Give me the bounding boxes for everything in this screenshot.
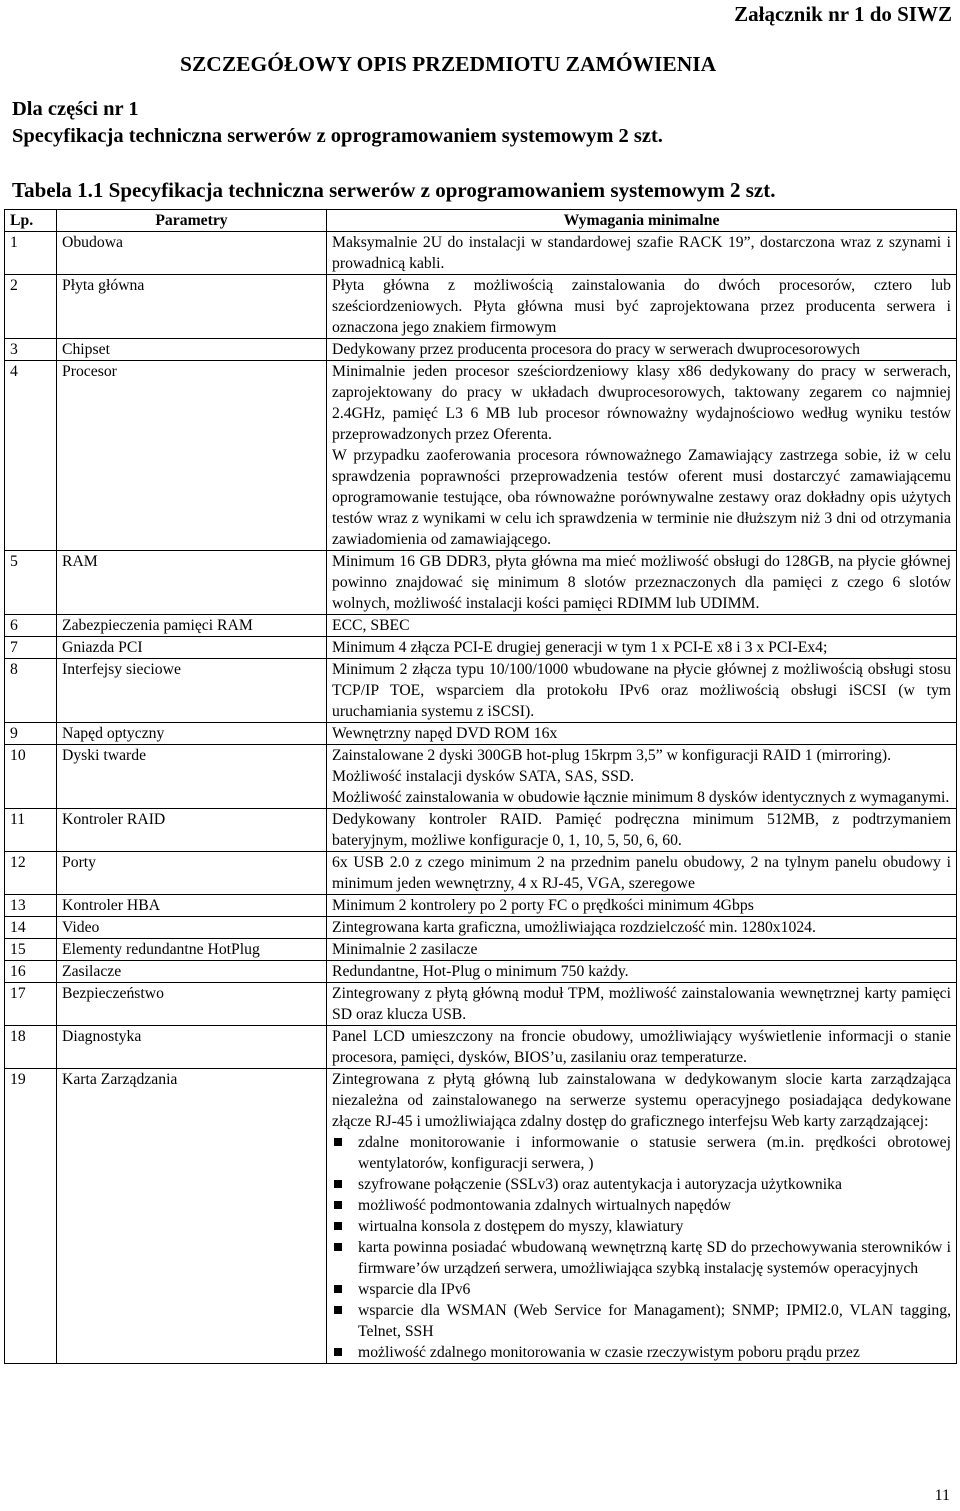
table-body: [5, 232, 957, 1364]
header-lp: Lp.: [5, 210, 57, 232]
table-row: [5, 723, 957, 745]
requirement-paragraph: Możliwość instalacji dysków SATA, SAS, SSD.: [332, 768, 635, 785]
row-parameter: Zasilacze: [57, 961, 327, 983]
row-parameter: Zabezpieczenia pamięci RAM: [57, 615, 327, 637]
table-row: [5, 917, 957, 939]
table-row: [5, 895, 957, 917]
row-number: 5: [5, 551, 57, 615]
row-number: 7: [5, 637, 57, 659]
header-requirements: Wymagania minimalne: [327, 210, 957, 232]
row-number: 1: [5, 232, 57, 275]
requirement-paragraph: Dedykowany przez producenta procesora do pracy w serwerach dwuprocesorowych: [332, 341, 860, 358]
row-number: 2: [5, 275, 57, 339]
table-row: [5, 275, 957, 339]
row-requirement: [327, 745, 957, 809]
table-row: [5, 339, 957, 361]
table-row: [5, 615, 957, 637]
row-parameter: Gniazda PCI: [57, 637, 327, 659]
specification-table: [4, 209, 957, 1364]
requirement-paragraph: Zainstalowane 2 dyski 300GB hot-plug 15krpm 3,5” w konfiguracji RAID 1 (mirroring).: [332, 747, 891, 764]
row-parameter: Karta Zarządzania: [57, 1069, 327, 1364]
table-row: [5, 1069, 957, 1364]
requirement-paragraph: Minimalnie 2 zasilacze: [332, 941, 478, 958]
table-row: [5, 659, 957, 723]
row-requirement: [327, 939, 957, 961]
row-number: 19: [5, 1069, 57, 1364]
row-parameter: Elementy redundantne HotPlug: [57, 939, 327, 961]
part-number: Dla części nr 1: [12, 98, 139, 120]
row-number: 12: [5, 852, 57, 895]
requirement-paragraph: Minimum 2 złącza typu 10/100/1000 wbudowane na płycie głównej z możliwością obsługi stosu TCP/IP TOE, wsparciem dla protokołu IPv6 oraz możliwością obsługi iSCSI (w tym uruchamiania systemu z iSCSI).: [332, 661, 951, 720]
row-parameter: RAM: [57, 551, 327, 615]
document-title: SZCZEGÓŁOWY OPIS PRZEDMIOTU ZAMÓWIENIA: [180, 52, 717, 76]
row-requirement: [327, 637, 957, 659]
requirement-paragraph: Zintegrowana z płytą główną lub zainstalowana w dedykowanym slocie karta zarządzająca niezależna od zainstalowanego na serwerze systemu operacyjnego posiadająca dedykowane złącze RJ-45 i umożliwiająca zdalny dostęp do graficznego interfejsu Web karty zarządzającej:: [332, 1071, 951, 1130]
row-requirement: [327, 361, 957, 551]
table-row: [5, 745, 957, 809]
table-caption: Tabela 1.1 Specyfikacja techniczna serwerów z oprogramowaniem systemowym 2 szt.: [12, 178, 776, 202]
row-number: 8: [5, 659, 57, 723]
table-row: [5, 551, 957, 615]
row-number: 13: [5, 895, 57, 917]
requirement-paragraph: Wewnętrzny napęd DVD ROM 16x: [332, 725, 558, 742]
row-requirement: [327, 917, 957, 939]
table-row: [5, 637, 957, 659]
requirement-paragraph: Minimum 2 kontrolery po 2 porty FC o prędkości minimum 4Gbps: [332, 897, 754, 914]
part-subtitle: Specyfikacja techniczna serwerów z oprogramowaniem systemowym 2 szt.: [12, 125, 663, 147]
row-number: 16: [5, 961, 57, 983]
requirement-paragraph: ECC, SBEC: [332, 617, 410, 634]
row-requirement: [327, 961, 957, 983]
row-parameter: Napęd optyczny: [57, 723, 327, 745]
row-requirement: [327, 551, 957, 615]
row-requirement: [327, 852, 957, 895]
requirement-paragraph: Płyta główna z możliwością zainstalowania do dwóch procesorów, cztero lub sześciordzeniowych. Płyta główna musi być zaprojektowana przez producenta serwera i oznaczona jego znakiem firmowym: [332, 277, 951, 336]
table-row: [5, 361, 957, 551]
feature-list-item: karta powinna posiadać wbudowaną wewnętrzną kartę SD do przechowywania sterowników i firmware’ów urządzeń serwera, umożliwiająca szybką instalację systemów operacyjnych: [358, 1239, 951, 1277]
row-number: 3: [5, 339, 57, 361]
row-parameter: Interfejsy sieciowe: [57, 659, 327, 723]
feature-list-item: wirtualna konsola z dostępem do myszy, klawiatury: [358, 1216, 951, 1237]
requirement-paragraph: Możliwość zainstalowania w obudowie łącznie minimum 8 dysków identycznych z wymaganymi.: [332, 789, 950, 806]
row-requirement: [327, 983, 957, 1026]
row-requirement: [327, 1026, 957, 1069]
requirement-paragraph: W przypadku zaoferowania procesora równoważnego Zamawiający zastrzega sobie, iż w celu sprawdzenia poprawności przeprowadzenia testów oferent musi dostarczyć zamawiającemu oprogramowanie testujące, oba równoważne porównywalne zestawy oraz dokładny opis użytych testów wraz z wynikami w celu ich sprawdzenia w terminie nie dłuższym niż 3 dni od otrzymania zawiadomienia od zamawiającego.: [332, 447, 951, 548]
row-number: 17: [5, 983, 57, 1026]
row-parameter: Kontroler RAID: [57, 809, 327, 852]
row-parameter: Video: [57, 917, 327, 939]
requirement-paragraph: Dedykowany kontroler RAID. Pamięć podręczna minimum 512MB, z podtrzymaniem bateryjnym, możliwe konfiguracje 0, 1, 10, 5, 50, 6, 60.: [332, 811, 951, 849]
row-parameter: Porty: [57, 852, 327, 895]
feature-list: [332, 1132, 951, 1363]
requirement-paragraph: Minimum 16 GB DDR3, płyta główna ma mieć możliwość obsługi do 128GB, na płycie głównej powinno znajdować się minimum 8 slotów przeznaczonych dla pamięci z czego 6 slotów wolnych, możliwość instalacji kości pamięci RDIMM lub UDIMM.: [332, 553, 951, 612]
requirement-paragraph: Redundantne, Hot-Plug o minimum 750 każdy.: [332, 963, 629, 980]
row-number: 11: [5, 809, 57, 852]
requirement-paragraph: Zintegrowany z płytą główną moduł TPM, możliwość zainstalowania wewnętrznej karty pamięci SD oraz klucza USB.: [332, 985, 951, 1023]
table-header-row: [5, 210, 957, 232]
feature-list-item: zdalne monitorowanie i informowanie o statusie serwera (m.in. prędkości obrotowej wentylatorów, konfiguracji serwera, ): [358, 1134, 951, 1172]
row-parameter: Chipset: [57, 339, 327, 361]
row-parameter: Procesor: [57, 361, 327, 551]
requirement-paragraph: Minimum 4 złącza PCI-E drugiej generacji w tym 1 x PCI-E x8 i 3 x PCI-Ex4;: [332, 639, 828, 656]
requirement-paragraph: Zintegrowana karta graficzna, umożliwiająca rozdzielczość min. 1280x1024.: [332, 919, 816, 936]
table-row: [5, 232, 957, 275]
row-parameter: Płyta główna: [57, 275, 327, 339]
table-row: [5, 852, 957, 895]
row-requirement: [327, 615, 957, 637]
row-number: 6: [5, 615, 57, 637]
row-parameter: Diagnostyka: [57, 1026, 327, 1069]
feature-list-item: możliwość podmontowania zdalnych wirtualnych napędów: [358, 1195, 951, 1216]
feature-list-item: wsparcie dla WSMAN (Web Service for Managament); SNMP; IPMI2.0, VLAN tagging, Telnet, SSH: [358, 1302, 951, 1340]
row-requirement: [327, 809, 957, 852]
table-row: [5, 983, 957, 1026]
row-requirement: [327, 275, 957, 339]
row-number: 15: [5, 939, 57, 961]
table-row: [5, 1026, 957, 1069]
requirement-paragraph: Maksymalnie 2U do instalacji w standardowej szafie RACK 19”, dostarczona wraz z szynami i prowadnicą kabli.: [332, 234, 951, 272]
row-number: 14: [5, 917, 57, 939]
table-row: [5, 961, 957, 983]
row-requirement: [327, 723, 957, 745]
part-heading: [12, 96, 663, 150]
row-requirement: [327, 339, 957, 361]
row-number: 9: [5, 723, 57, 745]
row-number: 4: [5, 361, 57, 551]
requirement-paragraph: 6x USB 2.0 z czego minimum 2 na przednim panelu obudowy, 2 na tylnym panelu obudowy i minimum jeden wewnętrzny, 4 x RJ-45, VGA, szeregowe: [332, 854, 951, 892]
row-parameter: Kontroler HBA: [57, 895, 327, 917]
row-number: 10: [5, 745, 57, 809]
row-parameter: Bezpieczeństwo: [57, 983, 327, 1026]
feature-list-item: możliwość zdalnego monitorowania w czasie rzeczywistym poboru prądu przez: [358, 1342, 951, 1363]
requirement-paragraph: Minimalnie jeden procesor sześciordzeniowy klasy x86 dedykowany do pracy w serwerach, zaprojektowany do pracy w układach dwuprocesorowych, taktowany zegarem co najmniej 2.4GHz, pamięć L3 6 MB lub procesor równoważny wydajnościowo według wyniku testów przeprowadzonych przez Oferenta.: [332, 363, 951, 443]
feature-list-item: szyfrowane połączenie (SSLv3) oraz autentykacja i autoryzacja użytkownika: [358, 1174, 951, 1195]
row-requirement: [327, 659, 957, 723]
feature-list-item: wsparcie dla IPv6: [358, 1279, 951, 1300]
row-number: 18: [5, 1026, 57, 1069]
row-requirement: [327, 1069, 957, 1364]
table-row: [5, 809, 957, 852]
requirement-paragraph: Panel LCD umieszczony na froncie obudowy, umożliwiający wyświetlenie informacji o stanie procesora, pamięci, dysków, BIOS’u, zasilaniu oraz temperaturze.: [332, 1028, 951, 1066]
page-number: 11: [934, 1487, 950, 1504]
row-parameter: Obudowa: [57, 232, 327, 275]
row-parameter: Dyski twarde: [57, 745, 327, 809]
table-row: [5, 939, 957, 961]
row-requirement: [327, 232, 957, 275]
row-requirement: [327, 895, 957, 917]
header-parameters: Parametry: [57, 210, 327, 232]
annex-label: Załącznik nr 1 do SIWZ: [734, 2, 952, 26]
